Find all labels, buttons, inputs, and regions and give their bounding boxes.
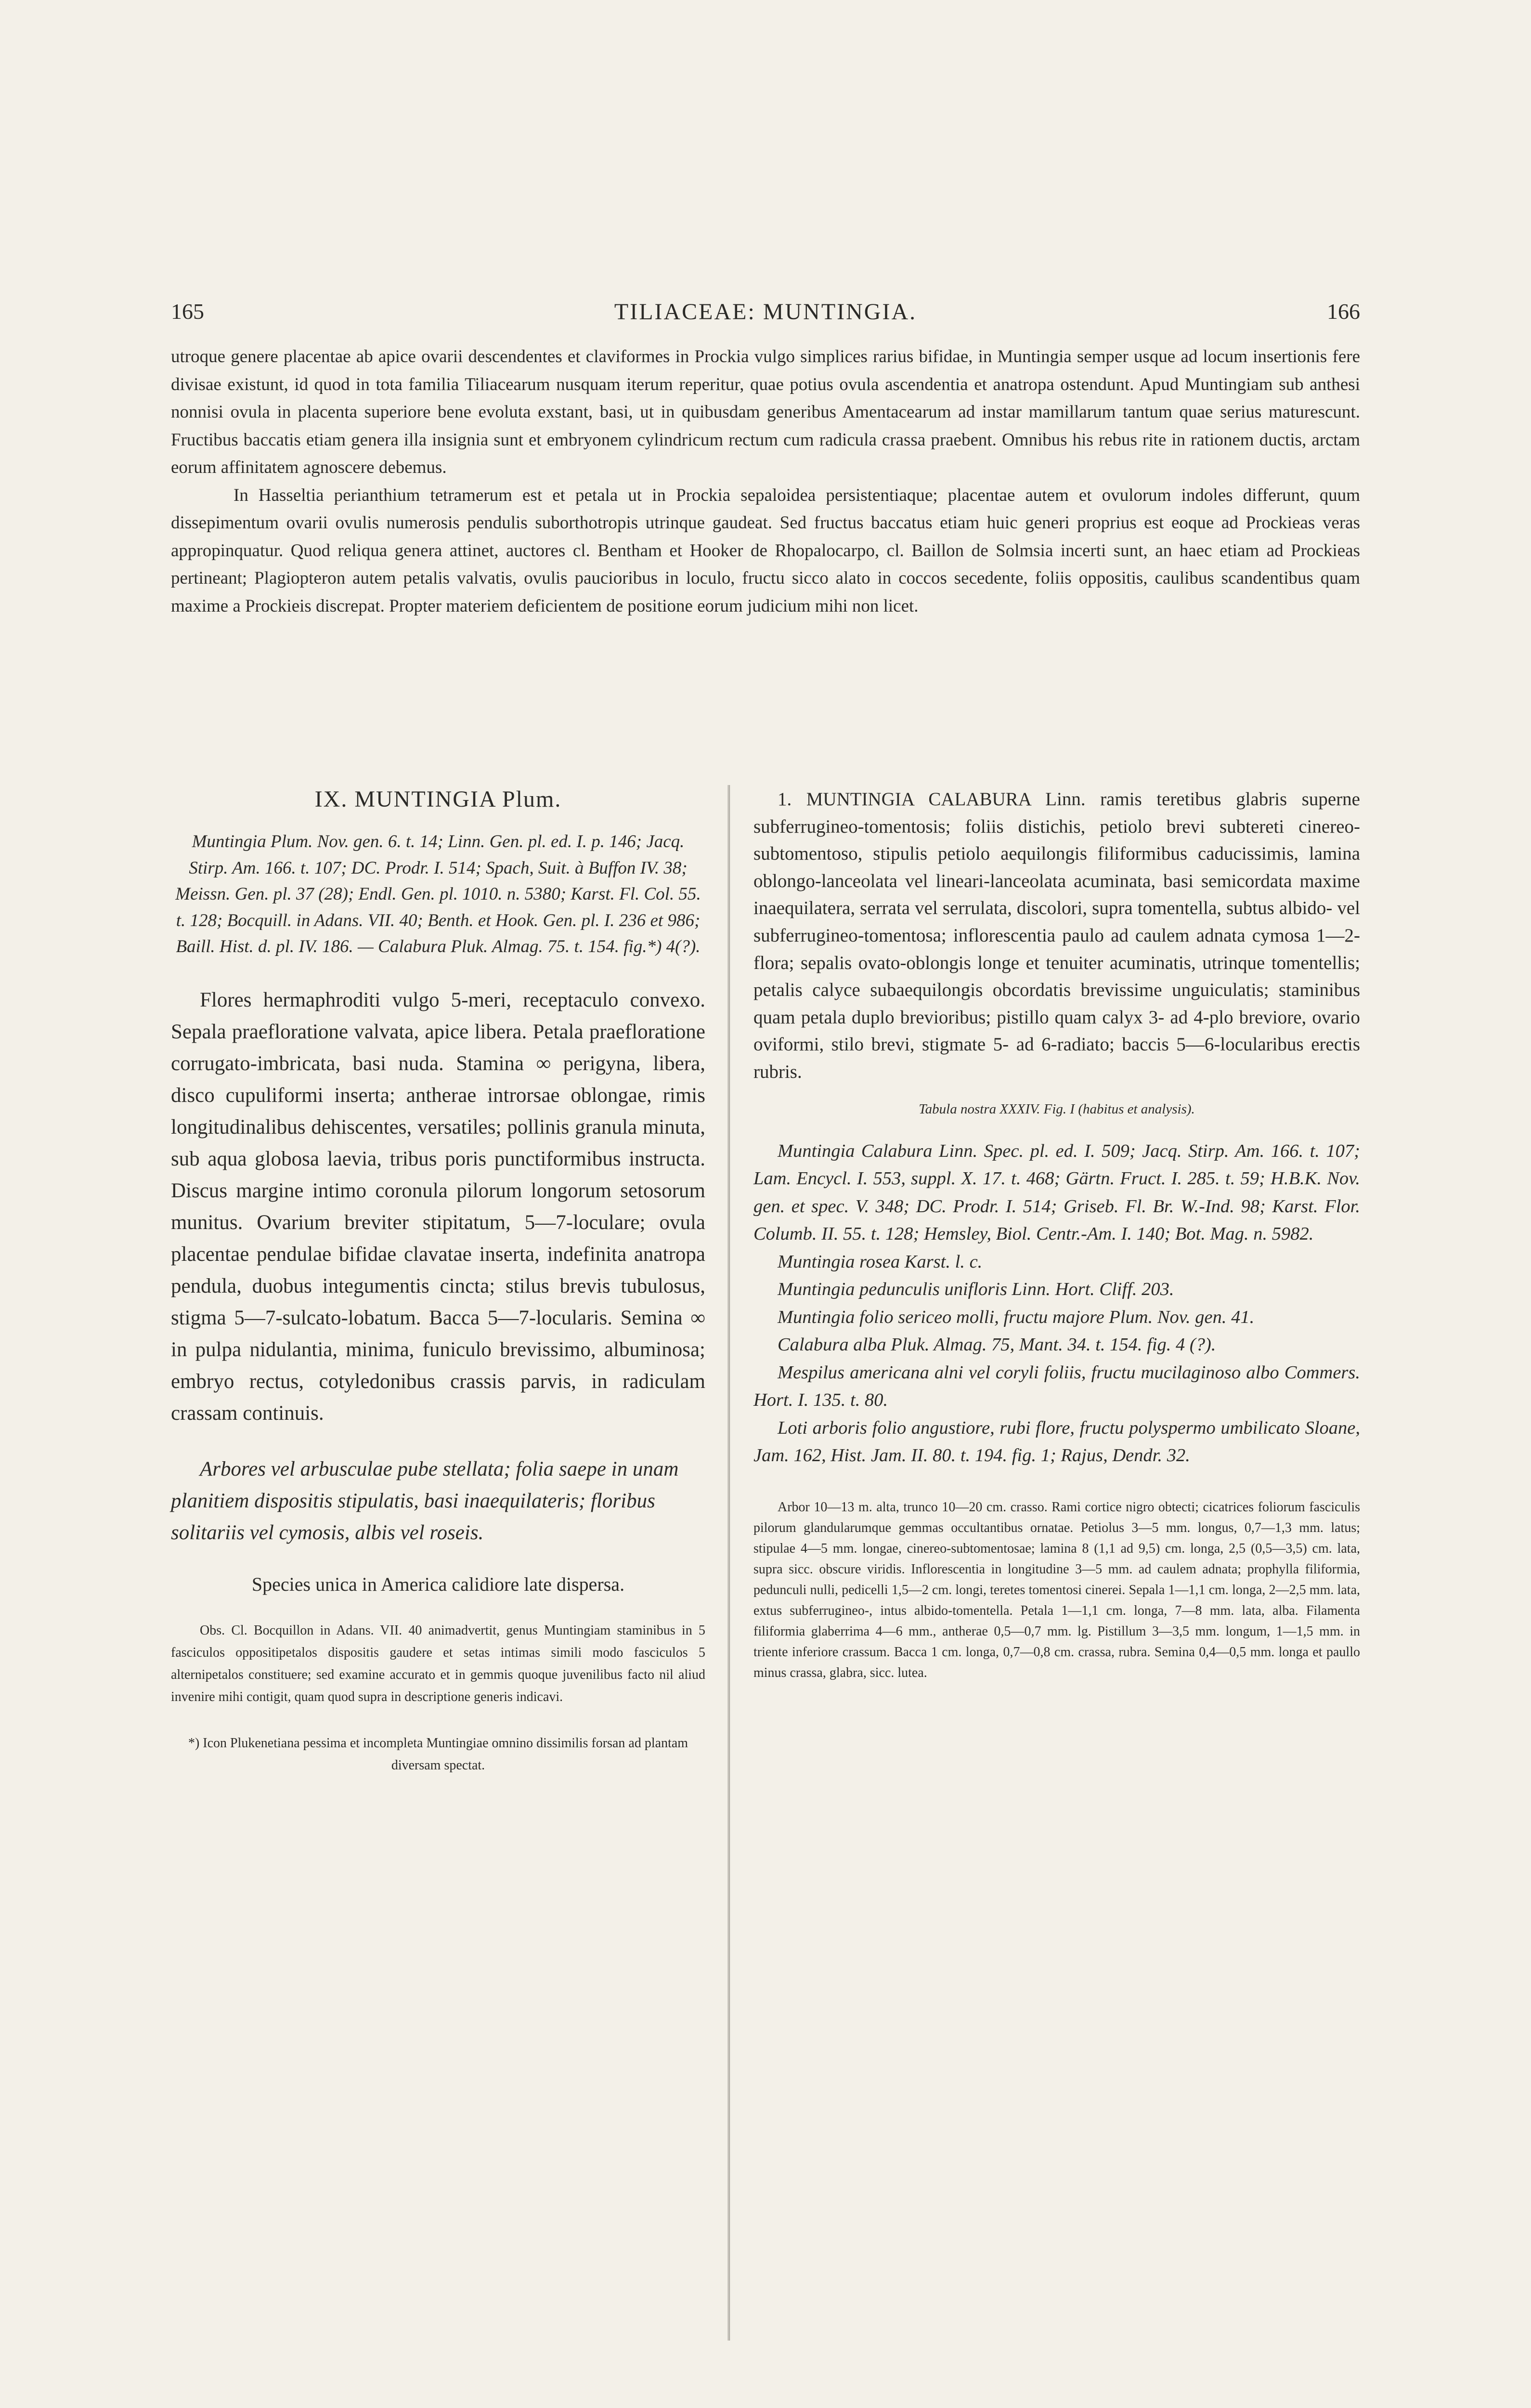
left-column bbox=[171, 786, 705, 1777]
right-column bbox=[753, 786, 1360, 1683]
synonym-entry: Loti arboris folio angustiore, rubi flore, fructu polyspermo umbilicato Sloane, Jam. 162, Hist. Jam. II. 80. t. 194. fig. 1; Rajus, Dendr. 32. bbox=[753, 1417, 1360, 1466]
genus-description: Flores hermaphroditi vulgo 5-meri, receptaculo convexo. Sepala praefloratione valvata, apice libera. Petala praefloratione corrugato-imbricata, basi nuda. Stamina ∞ perigyna, libera, disco cupuliformi inserta; antherae introrsae oblongae, rimis longitudinalibus dehiscentes, versatiles; pollinis granula minuta, sub aqua globosa laevia, tribus poris punctiformibus instructa. Discus margine intimo coronula pilorum longorum setosorum munitus. Ovarium breviter stipitatum, 5—7-loculare; ovula placentae pendulae bifidae clavatae inserta, indefinita anatropa pendula, duobus integumentis cincta; stilus brevis tubulosus, stigma 5—7-sulcato-lobatum. Bacca 5—7-locularis. Semina ∞ in pulpa nidulantia, minima, funiculo brevissimo, albuminosa; embryo rectus, cotyledonibus crassis parvis, in radiculam crassam continuis. bbox=[171, 988, 705, 1425]
intro-text bbox=[171, 343, 1360, 620]
synonym-entry: Muntingia Calabura Linn. Spec. pl. ed. I. 509; Jacq. Stirp. Am. 166. t. 107; Lam. Encycl. I. 553, suppl. X. 17. t. 468; Gärtn. Fruct. I. 285. t. 59; H.B.K. Nov. gen. et spec. V. 348; DC. Prodr. I. 514; Griseb. Fl. Br. W.-Ind. 98; Karst. Flor. Columb. II. 55. t. 128; Hemsley, Biol. Centr.-Am. I. 140; Bot. Mag. n. 5982. bbox=[753, 1140, 1360, 1244]
species-distribution-note: Species unica in America calidiore late dispersa. bbox=[251, 1573, 625, 1595]
running-head bbox=[171, 299, 1360, 327]
synonym-entry: Muntingia pedunculis unifloris Linn. Hort. Cliff. 203. bbox=[778, 1279, 1174, 1300]
intro-paragraph-1: utroque genere placentae ab apice ovarii descendentes et claviformes in Prockia vulgo simplices rarius bifidae, in Muntingia semper usque ad locum insertionis fere divisae existunt, id quod in tota familia Tiliacearum nusquam iterum reperitur, quae potius ovula ascendentia et anatropa ostendunt. Apud Muntingiam sub anthesi nonnisi ovula in placenta superiore bene evoluta exstant, basi, ut in quibusdam generibus Amentacearum ad instar mamillarum tantum quae serius maturescunt. Fructibus baccatis etiam genera illa insignia sunt et embryonem cylindricum rectum cum radicula crassa praebent. Omnibus his rebus rite in rationem ductis, arctam eorum affinitatem agnoscere debemus. bbox=[171, 347, 1360, 477]
page-number-left: 165 bbox=[171, 299, 204, 324]
species-details: Arbor 10—13 m. alta, trunco 10—20 cm. crasso. Rami cortice nigro obtecti; cicatrices foliorum fasciculis pilorum glandularumque gemmas occultantibus ornatae. Petiolus 3—5 mm. longus, 0,7—1,3 mm. latus; stipulae 4—5 mm. longae, cinereo-subtomentosae; lamina 8 (1,1 ad 9,5) cm. longa, 2,5 (0,5—3,5) cm. lata, supra sicc. obscure viridis. Inflorescentia in longitudine 3—5 mm. ad caulem adnata; prophylla filiformia, pedunculi nulli, pedicelli 1,5—2 cm. longi, teretes tomentosi cinerei. Sepala 1—1,1 cm. longa, 2—2,5 mm. lata, extus subferrugineo-, intus albido-tomentella. Petala 1—1,1 cm. longa, 7—8 mm. lata, alba. Filamenta filiformia glaberrima 4—6 mm., antherae 0,5—0,7 mm. lg. Pistillum 3—3,5 mm. longum, 1—1,5 mm. in triente inferiore crassum. Bacca 1 cm. longa, 0,7—0,8 cm. crassa, rubra. Semina 0,4—0,5 mm. longa et paullo minus crassa, glabra, sicc. lutea. bbox=[753, 1499, 1360, 1680]
genus-habit: Arbores vel arbusculae pube stellata; folia saepe in unam planitiem dispositis stipulatis, basi inaequilateris; floribus solitariis vel cymosis, albis vel roseis. bbox=[171, 1457, 679, 1544]
synonym-entry: Muntingia folio sericeo molli, fructu majore Plum. Nov. gen. 41. bbox=[778, 1307, 1255, 1327]
intro-paragraph-2: In Hasseltia perianthium tetramerum est et petala ut in Prockia sepaloidea persistentiaque; placentae autem et ovulorum indoles differunt, quum dissepimentum ovarii ovulis numerosis pendulis suborthotropis utrinque gaudeat. Sed fructus baccatus etiam huic generi proprius est eoque ad Prockieas veras appropinquatur. Quod reliqua genera attinet, auctores cl. Bentham et Hooker de Rhopalocarpo, cl. Baillon de Solmsia incerti sunt, an haec etiam ad Prockieas pertineant; Plagiopteron autem petalis valvatis, ovulis paucioribus in loculo, fructu sicco alato in coccos secedente, foliis oppositis, caulibus scandentibus quam maxime a Prockieis discrepat. Propter materiem deficientem de positione eorum judicium mihi non licet. bbox=[171, 485, 1360, 616]
genus-synonymy: Muntingia Plum. Nov. gen. 6. t. 14; Linn. Gen. pl. ed. I. p. 146; Jacq. Stirp. Am. 166. t. 107; DC. Prodr. I. 514; Spach, Suit. à Buffon IV. 38; Meissn. Gen. pl. 37 (28); Endl. Gen. pl. 1010. n. 5380; Karst. Fl. Col. 55. t. 128; Bocquill. in Adans. VII. 40; Benth. et Hook. Gen. pl. I. 236 et 986; Baill. Hist. d. pl. IV. 186. — Calabura Pluk. Almag. 75. t. 154. fig.*) 4(?). bbox=[175, 832, 701, 956]
species-description: 1. MUNTINGIA CALABURA Linn. ramis teretibus glabris superne subferrugineo-tomentosis; foliis distichis, petiolo brevi subtereti cinereo-subtomentoso, stipulis petiolo aequilongis filiformibus caducissimis, lamina oblongo-lanceolata vel lineari-lanceolata acuminata, basi semicordata maxime inaequilatera, serrata vel serrulata, discolori, supra tomentella, subtus albido- vel subferrugineo-tomentosa; inflorescentia paulo ad caulem adnata cymosa 1—2-flora; sepalis ovato-oblongis longe et tenuiter acuminatis, utrinque tomentellis; petalis calyce subaequilongis obcordatis brevissime unguiculatis; staminibus quam petala duplo brevioribus; pistillo quam calyx 3- ad 4-plo breviore, ovario oviformi, stilo brevi, stigmate 5- ad 6-radiato; baccis 5—6-locularibus erectis rubris. bbox=[753, 789, 1360, 1082]
plate-reference: Tabula nostra XXXIV. Fig. I (habitus et analysis). bbox=[919, 1101, 1195, 1117]
observation-note: Obs. Cl. Bocquillon in Adans. VII. 40 animadvertit, genus Muntingiam staminibus in 5 fasciculos oppositipetalos dispositis gaudere et setas intimas simili modo fasciculos 5 alternipetalos constituere; sed examine accurato et in gemmis quoque juvenilibus facto nil aliud invenire mihi contigit, quam quod supra in descriptione generis indicavi. bbox=[171, 1623, 705, 1704]
column-divider bbox=[728, 785, 730, 2341]
synonym-entry: Calabura alba Pluk. Almag. 75, Mant. 34. t. 154. fig. 4 (?). bbox=[778, 1335, 1216, 1355]
footnote: *) Icon Plukenetiana pessima et incompleta Muntingiae omnino dissimilis forsan ad plantam diversam spectat. bbox=[188, 1735, 688, 1773]
page-number-right: 166 bbox=[1327, 299, 1360, 324]
genus-heading: IX. MUNTINGIA Plum. bbox=[314, 786, 562, 812]
running-title: TILIACEAE: MUNTINGIA. bbox=[614, 299, 917, 325]
species-synonyms bbox=[753, 1138, 1360, 1470]
synonym-entry: Muntingia rosea Karst. l. c. bbox=[778, 1251, 983, 1272]
synonym-entry: Mespilus americana alni vel coryli foliis, fructu mucilaginoso albo Commers. Hort. I. 135. t. 80. bbox=[753, 1362, 1360, 1411]
